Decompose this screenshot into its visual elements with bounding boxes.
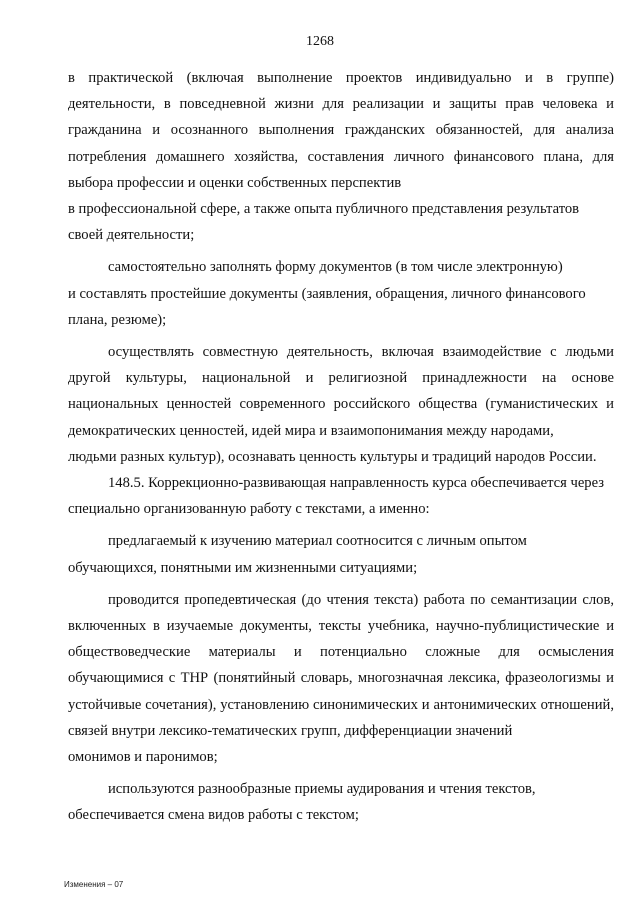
paragraph-propaedeutic: проводится пропедевтическая (до чтения текста) работа по семантизации слов, включенных в изучаемые документы, тексты учебника, научно-публицистические и обществоведческие материалы и потенциально сложные для осмысления обучающимися с ТНР (понятийный словарь, многозначная лексика, фразеологизмы и устойчивые сочетания), установлению синонимических и антонимических отношений, связей внутри лексико-тематических групп, дифференциации значений омонимов и паронимов; — [68, 591, 614, 766]
footer-revision-note: Изменения – 07 — [64, 880, 124, 889]
paragraph-fill-forms: самостоятельно заполнять форму документов (в том числе электронную) и составлять простейшие документы (заявления, обращения, личного финансового плана, резюме); — [68, 259, 586, 328]
paragraph-material: предлагаемый к изучению материал соотносится с личным опытом обучающихся, понятными им жизненными ситуациями; — [68, 533, 527, 576]
paragraph-continuation: в практической (включая выполнение проектов индивидуально и в группе) деятельности, в повседневной жизни для реализации и защиты прав человека и гражданина и осознанного выполнения гражданских обязанностей, для анализа потребления домашнего хозяйства, составления личного финансового плана, для выбора профессии и оценки собственных перспектив в профессиональной сфере, а также опыта публичного представления результатов своей деятельности; — [68, 70, 614, 244]
document-body — [68, 65, 614, 829]
page-number: 1268 — [306, 34, 334, 49]
paragraph-section-148-5: 148.5. Коррекционно-развивающая направленность курса обеспечивается через специально организованную работу с текстами, а именно: — [68, 475, 605, 518]
paragraph-joint-activity: осуществлять совместную деятельность, включая взаимодействие с людьми другой культуры, национальной и религиозной принадлежности на основе национальных ценностей современного российского общества (гуманистических и демократических ценностей, идей мира и взаимопонимания между народами, людьми разных культур), осознавать ценность культуры и традиций народов России. — [68, 344, 614, 465]
paragraph-listening: используются разнообразные приемы аудирования и чтения текстов, обеспечивается смена видов работы с текстом; — [68, 781, 536, 824]
